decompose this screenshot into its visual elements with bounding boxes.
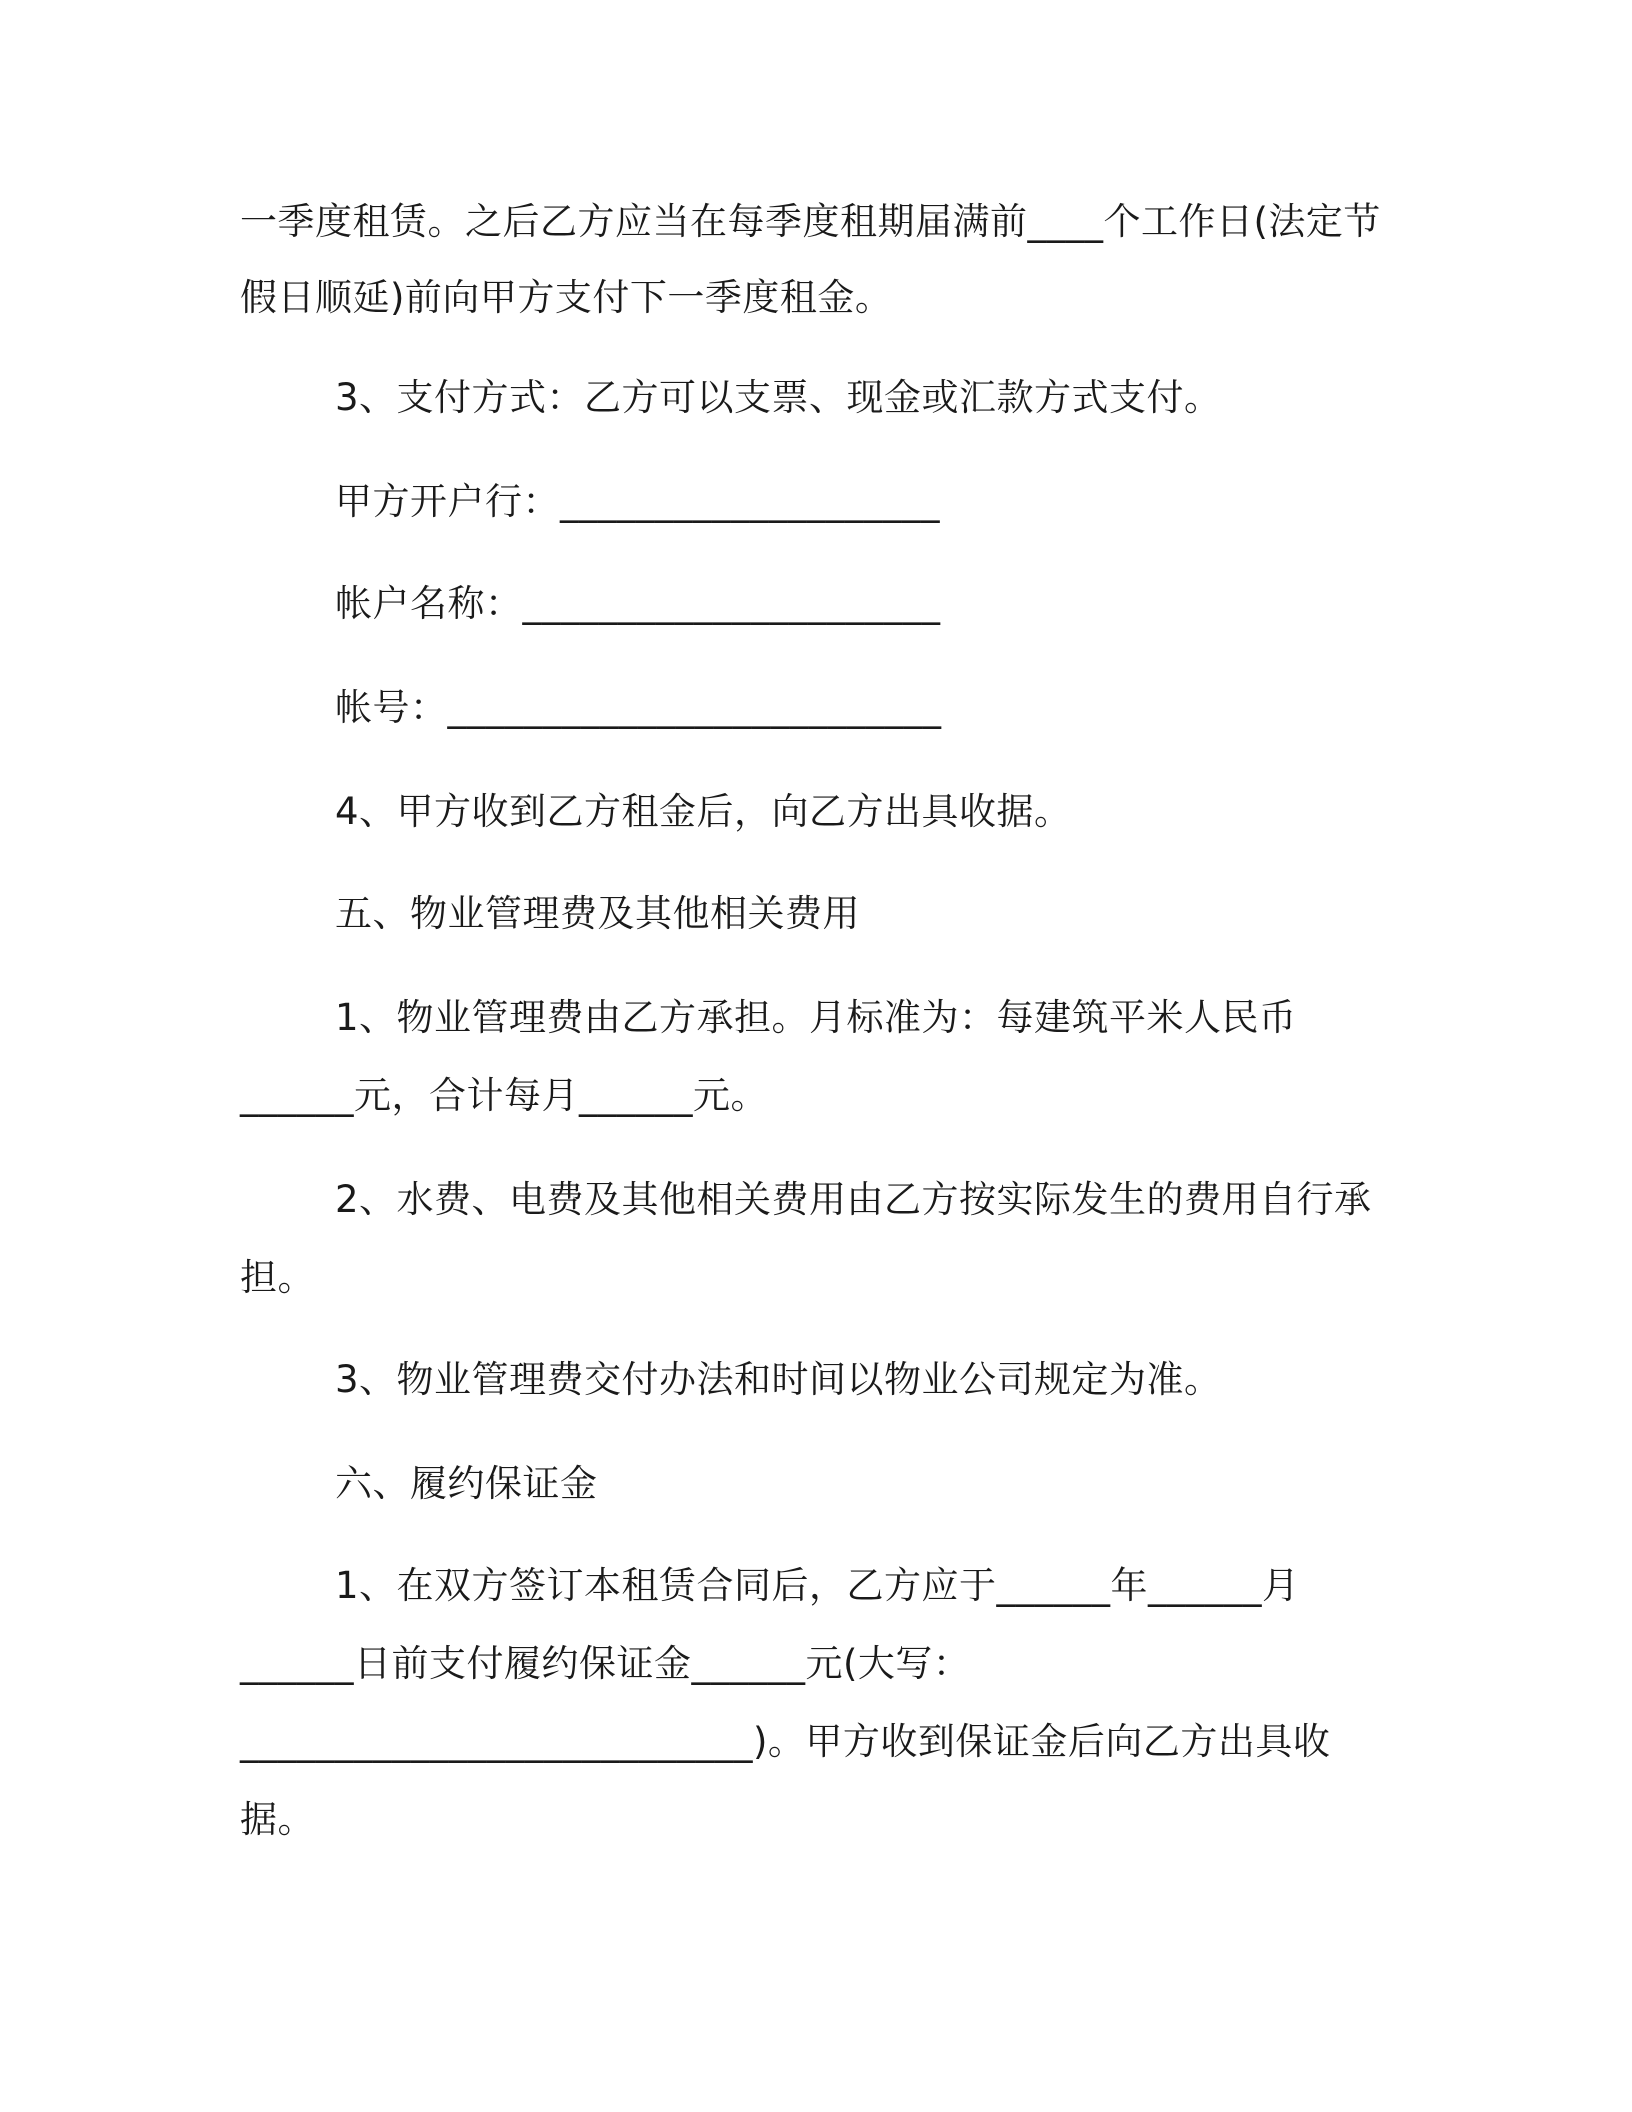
deposit-clause-1-cont-2: ___________________________)。甲方收到保证金后向乙方出具收 — [240, 1720, 1331, 1763]
section-heading-deposit: 六、履约保证金 — [335, 1462, 598, 1505]
text-line-2: 假日顺延)前向甲方支付下一季度租金。 — [240, 276, 893, 319]
section-heading-property-fees: 五、物业管理费及其他相关费用 — [335, 892, 860, 935]
property-fee-clause-1: 1、物业管理费由乙方承担。月标准为：每建筑平米人民币 — [335, 996, 1297, 1039]
payment-method-clause: 3、支付方式：乙方可以支票、现金或汇款方式支付。 — [335, 376, 1222, 419]
account-number-field-line: 帐号：__________________________ — [335, 686, 942, 729]
utilities-clause: 2、水费、电费及其他相关费用由乙方按实际发生的费用自行承 — [335, 1178, 1372, 1221]
deposit-clause-1: 1、在双方签订本租赁合同后，乙方应于______年______月 — [335, 1564, 1300, 1607]
text-line-1: 一季度租赁。之后乙方应当在每季度租期届满前____个工作日(法定节 — [240, 200, 1381, 243]
account-name-field-line: 帐户名称：______________________ — [335, 582, 941, 625]
bank-field-line: 甲方开户行：____________________ — [335, 480, 940, 523]
utilities-clause-cont: 担。 — [240, 1256, 315, 1299]
deposit-clause-1-cont: ______日前支付履约保证金______元(大写： — [240, 1642, 971, 1685]
property-fee-clause-3: 3、物业管理费交付办法和时间以物业公司规定为准。 — [335, 1358, 1222, 1401]
property-fee-clause-1-cont: ______元，合计每月______元。 — [240, 1074, 768, 1117]
deposit-clause-1-end: 据。 — [240, 1798, 315, 1841]
receipt-clause: 4、甲方收到乙方租金后，向乙方出具收据。 — [335, 790, 1072, 833]
